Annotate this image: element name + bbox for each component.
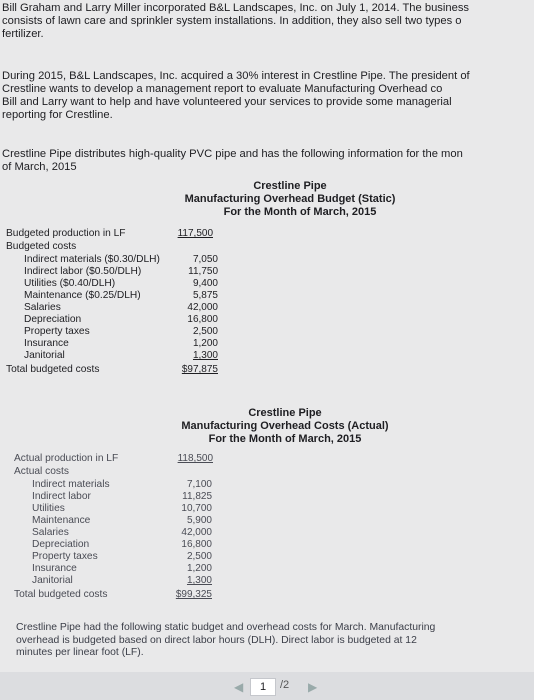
- actual-production-value: 118,500: [177, 453, 213, 464]
- actual-title: Manufacturing Overhead Costs (Actual): [181, 420, 389, 432]
- actual-costs-label: Actual costs: [14, 466, 69, 477]
- actual-item-value: 11,825: [182, 491, 212, 502]
- acquisition-line: During 2015, B&L Landscapes, Inc. acquired a 30% interest in Crestline Pipe. The president of: [2, 70, 470, 82]
- budget-total-value: $97,875: [181, 364, 218, 375]
- closing-line: Crestline Pipe had the following static budget and overhead costs for March. Manufacturing: [16, 622, 436, 633]
- intro-line: fertilizer.: [2, 28, 44, 40]
- page-number-input[interactable]: 1: [250, 678, 276, 696]
- actual-period: For the Month of March, 2015: [208, 433, 362, 445]
- budget-item-label: Insurance: [24, 338, 69, 349]
- budget-item-label: Janitorial: [24, 350, 65, 361]
- budget-item-value: 11,750: [188, 266, 218, 277]
- actual-production-label: Actual production in LF: [14, 453, 119, 464]
- actual-item-value: 16,800: [181, 539, 212, 550]
- actual-item-value: 1,300: [186, 575, 212, 586]
- budget-total-label: Total budgeted costs: [6, 364, 100, 375]
- budget-item-value: 16,800: [187, 314, 218, 325]
- actual-item-value: 1,200: [186, 563, 212, 574]
- page-navigator: [0, 672, 534, 700]
- budget-item-label: Depreciation: [24, 314, 82, 325]
- budget-costs-label: Budgeted costs: [6, 241, 77, 252]
- budget-item-value: 42,000: [187, 302, 218, 313]
- budget-item-value: 1,300: [192, 350, 218, 361]
- budget-item-value: 5,875: [192, 290, 218, 301]
- actual-item-label: Indirect labor: [32, 491, 91, 502]
- budget-title: Manufacturing Overhead Budget (Static): [184, 193, 396, 205]
- next-page-icon[interactable]: ▶: [308, 680, 318, 694]
- info-line: Crestline Pipe distributes high-quality PVC pipe and has the following information for the mon: [2, 148, 463, 160]
- actual-total-value: $99,325: [175, 589, 212, 600]
- budget-company: Crestline Pipe: [253, 180, 327, 192]
- actual-item-label: Maintenance: [32, 515, 91, 526]
- budget-item-label: Indirect labor ($0.50/DLH): [24, 266, 142, 277]
- info-paragraph: [2, 148, 534, 174]
- actual-item-value: 5,900: [186, 515, 212, 526]
- acquisition-paragraph: [2, 70, 534, 122]
- budget-item-label: Salaries: [24, 302, 61, 313]
- actual-item-label: Utilities: [32, 503, 65, 514]
- budget-item-label: Maintenance ($0.25/DLH): [24, 290, 141, 301]
- actual-item-value: 2,500: [186, 551, 212, 562]
- budget-production-value: 117,500: [177, 228, 213, 239]
- closing-line: minutes per linear foot (LF).: [16, 647, 144, 658]
- closing-line: overhead is budgeted based on direct labor hours (DLH). Direct labor is budgeted at 12: [16, 634, 417, 646]
- budget-item-label: Utilities ($0.40/DLH): [24, 278, 116, 289]
- budget-item-label: Indirect materials ($0.30/DLH): [24, 254, 160, 265]
- actual-item-value: 10,700: [181, 503, 212, 514]
- budget-item-label: Property taxes: [24, 326, 90, 337]
- page-total: /2: [280, 679, 290, 691]
- previous-page-icon[interactable]: ◀: [234, 680, 244, 694]
- info-line: of March, 2015: [2, 161, 77, 173]
- budget-item-value: 9,400: [192, 278, 218, 289]
- actual-item-label: Janitorial: [32, 575, 73, 586]
- actual-item-label: Property taxes: [32, 551, 98, 562]
- actual-item-label: Salaries: [32, 527, 69, 538]
- actual-item-label: Depreciation: [32, 539, 90, 550]
- budget-item-value: 1,200: [192, 338, 218, 349]
- actual-item-label: Indirect materials: [32, 479, 110, 490]
- acquisition-line: Bill and Larry want to help and have volunteered your services to provide some managerial: [2, 96, 452, 108]
- acquisition-line: Crestline wants to develop a management report to evaluate Manufacturing Overhead co: [2, 83, 443, 95]
- actual-item-value: 42,000: [181, 527, 212, 538]
- actual-company: Crestline Pipe: [248, 407, 322, 419]
- budget-item-value: 2,500: [192, 326, 218, 337]
- actual-item-value: 7,100: [186, 479, 212, 490]
- actual-total-label: Total budgeted costs: [14, 589, 108, 600]
- intro-line: Bill Graham and Larry Miller incorporated B&L Landscapes, Inc. on July 1, 2014. The business: [2, 2, 470, 14]
- acquisition-line: reporting for Crestline.: [2, 109, 113, 121]
- budget-production-label: Budgeted production in LF: [6, 228, 126, 239]
- intro-paragraph: [2, 2, 534, 41]
- actual-item-label: Insurance: [32, 563, 77, 574]
- intro-line: consists of lawn care and sprinkler system installations. In addition, they also sell two types o: [2, 15, 462, 27]
- closing-paragraph: [16, 622, 526, 660]
- budget-item-value: 7,050: [192, 254, 218, 265]
- budget-period: For the Month of March, 2015: [223, 206, 377, 218]
